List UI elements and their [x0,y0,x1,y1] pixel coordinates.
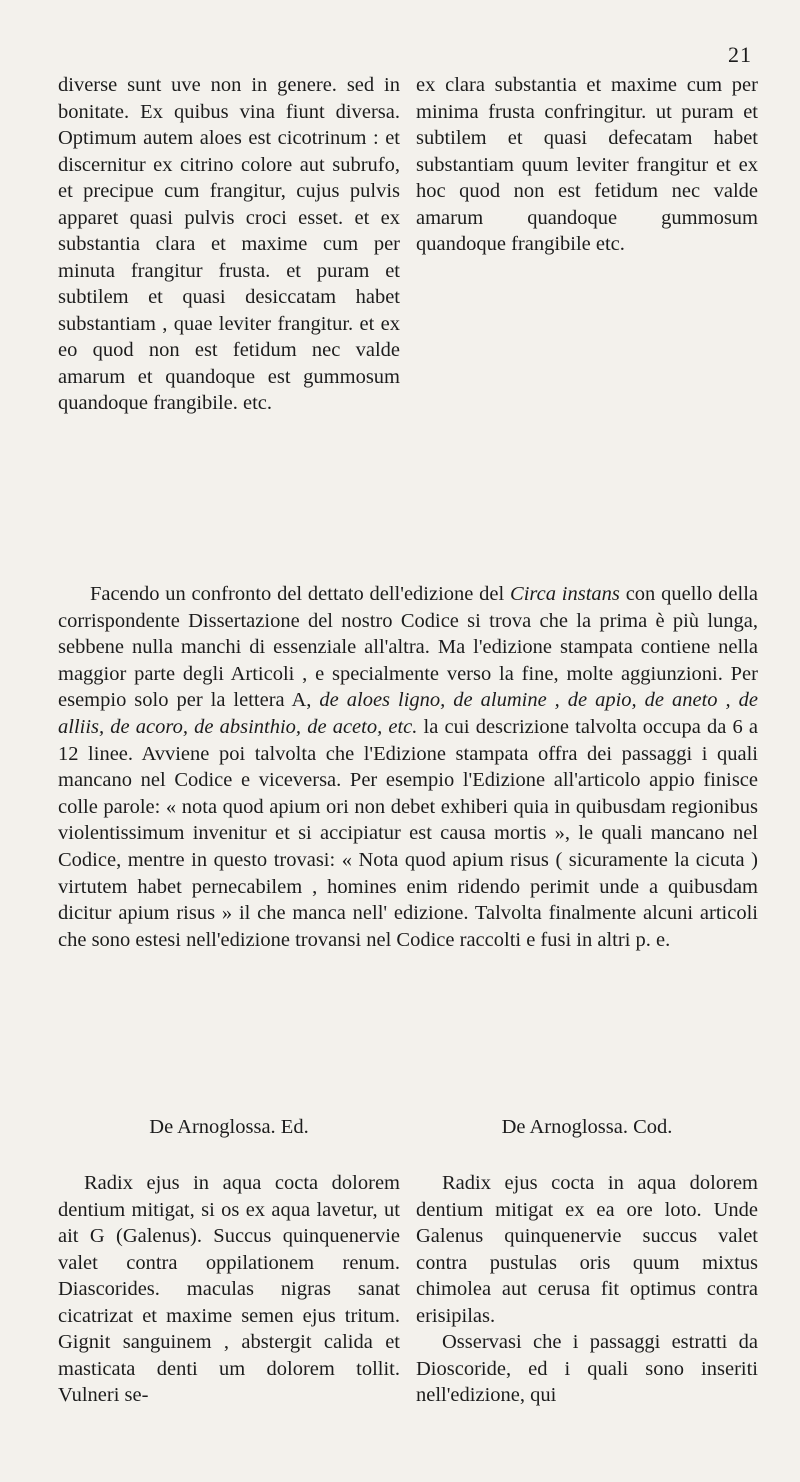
bottom-right-paragraph-1: Radix ejus cocta in aqua dolorem dentium mitigat ex ea ore loto. Unde Galenus quinquenervie succus valet contra pustulas oris quum mixtus chimolea aut cerusa fit optimus contra erisipilas. [416,1172,758,1327]
circa-instans-title: Circa instans [510,583,620,605]
comparison-part-1: Facendo un confronto del dettato dell'edizione del [90,583,511,605]
book-page [58,38,758,1458]
top-left-column [58,72,400,417]
bottom-columns [58,1170,758,1409]
comparison-part-2: con quello della corrispondente Dissertazione del nostro Codice si trova che la prima è più lunga, sebbene nulla manchi di essenziale all'altra. Ma l'edizione stampata contiene nella maggior parte degli Articoli , e specialmente verso la fine, molte aggiunzioni. Per esempio solo per la lettera A, [58,583,758,712]
bottom-left-paragraph: Radix ejus in aqua cocta dolorem dentium mitigat, si os ex aqua lavetur, ut ait G (Galenus). Succus quinquenervie valet contra oppilationem renum. Diascorides. maculas nigras sanat cicatrizat et maxime semen ejus tritum. Gignit sanguinem , abstergit calida et masticata denti um dolorem tollit. Vulneri se- [58,1172,400,1406]
comparison-paragraph [58,581,758,953]
bottom-right-column [416,1170,758,1409]
bottom-right-paragraph-2: Osservasi che i passaggi estratti da Dioscoride, ed i quali sono inseriti nell'edizione, qui [416,1331,758,1406]
section-headings [58,1116,758,1139]
page-number: 21 [728,42,752,67]
examples-list: de aloes ligno, de alumine , de apio, de aneto , de alliis, de acoro, de absinthio, de aceto, etc. [58,689,759,738]
top-columns [58,72,758,417]
comparison-part-3: la cui descrizione talvolta occupa da 6 a 12 linee. Avviene poi talvolta che l'Edizione stampata offra dei passaggi i quali mancano nel Codice e viceversa. Per esempio l'Edizione all'articolo appio finisce colle parole: « nota quod apium ori non debet exhiberi quia in quibusdam regionibus violentissimum invenitur et si accipiatur est causa mortis », le quali mancano nel Codice, mentre in questo trovasi: « Nota quod apium risus ( sicuramente la cicuta ) virtutem habet pernecabilem , homines enim ridendo perimit unde a quibusdam dicitur apium risus » il che manca nell' edizione. Talvolta finalmente alcuni articoli che sono estesi nell'edizione trovansi nel Codice raccolti e fusi in altri p. e. [58,715,759,951]
top-left-paragraph: diverse sunt uve non in genere. sed in bonitate. Ex quibus vina fiunt diversa. Optimum autem aloes est cicotrinum : et discernitur ex citrino colore aut subrufo, et precipue cum frangitur, cujus pulvis apparet quasi pulvis croci esset. et ex substantia clara et maxime cum per minuta frangitur frusta. et puram et subtilem et quasi desiccatam habet substantiam , quae leviter frangitur. et ex eo quod non est fetidum nec valde amarum et quandoque est gummosum quandoque frangibile. etc. [58,74,400,414]
heading-edition: De Arnoglossa. Ed. [149,1116,309,1138]
bottom-left-column [58,1170,400,1409]
heading-codex: De Arnoglossa. Cod. [501,1116,673,1138]
top-right-paragraph: ex clara substantia et maxime cum per minima frusta confringitur. ut puram et subtilem et quasi defecatam habet substantiam quum leviter frangitur et ex hoc quod non est fetidum nec valde amarum quandoque gummosum quandoque frangibile etc. [416,74,758,255]
top-right-column [416,72,758,417]
